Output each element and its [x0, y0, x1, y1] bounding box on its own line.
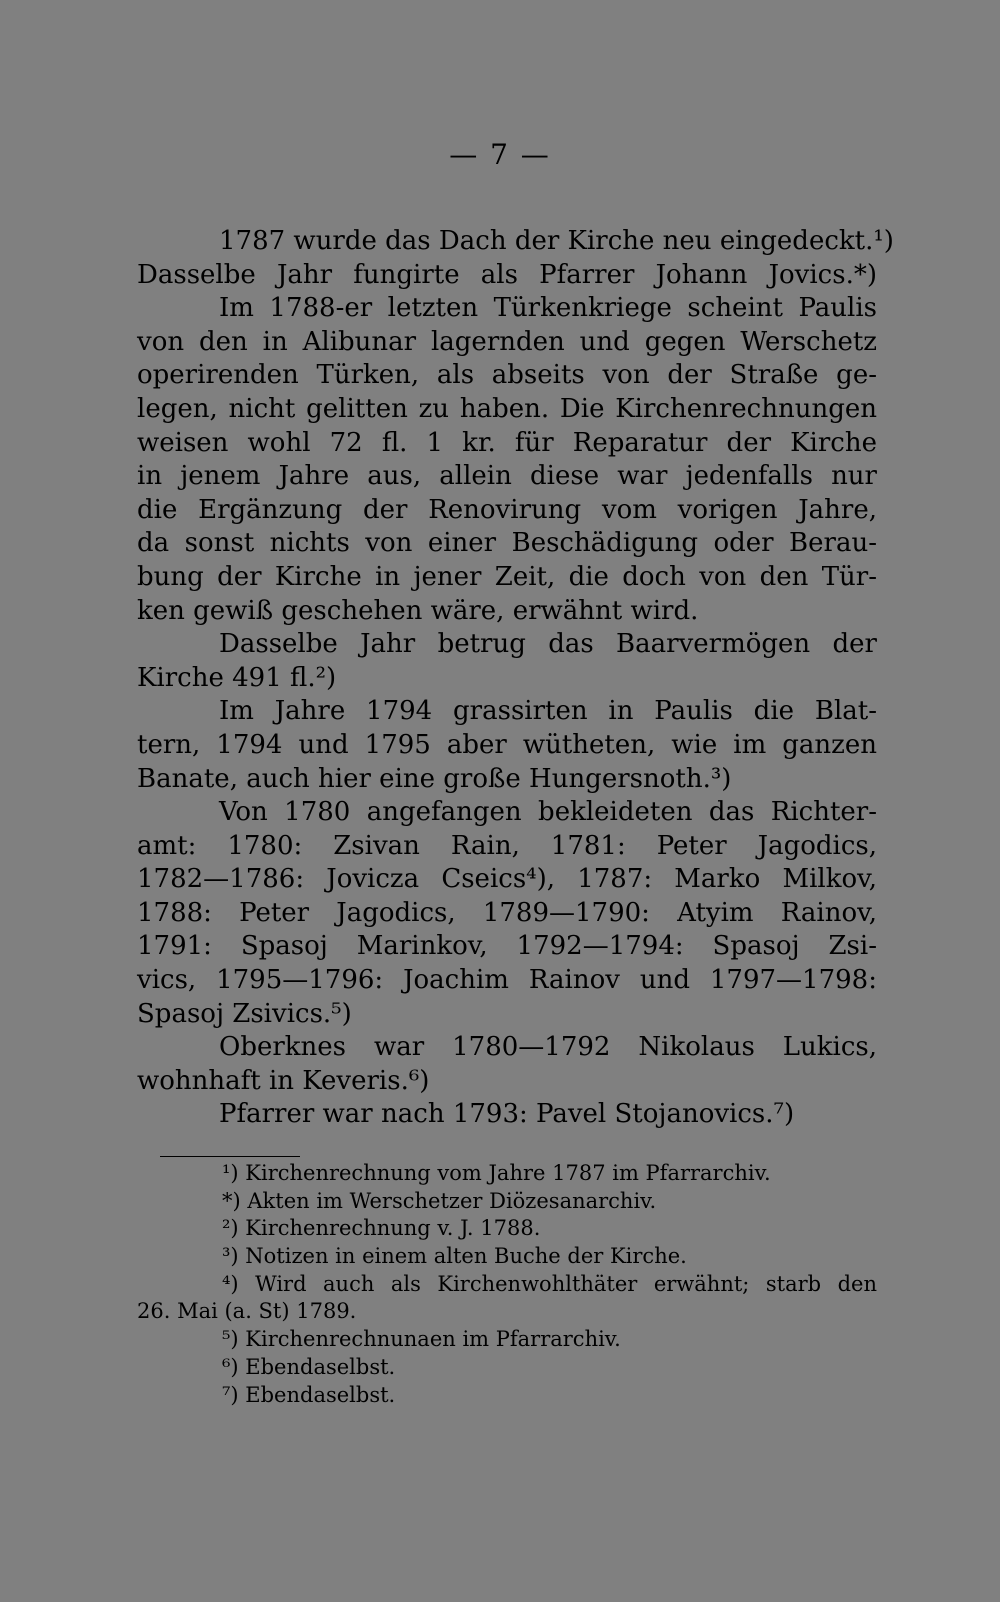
- text-line: Dasselbe Jahr fungirte als Pfarrer Johann Jovics.*): [137, 259, 877, 290]
- text-line: da sonst nichts von einer Beschädigung oder Berau-: [137, 528, 877, 559]
- footnote-rule: [160, 1156, 300, 1157]
- footnote: ²) Kirchenrechnung v. J. 1788.: [222, 1216, 541, 1241]
- text-line: Spasoj Zsivics.⁵): [137, 998, 352, 1029]
- text-line: Pfarrer war nach 1793: Pavel Stojanovics.⁷): [219, 1099, 795, 1130]
- footnote: ⁵) Kirchenrechnunaen im Pfarrarchiv.: [222, 1327, 621, 1352]
- text-line: wohnhaft in Keveris.⁶): [137, 1065, 430, 1096]
- text-line: legen, nicht gelitten zu haben. Die Kirchenrechnungen: [137, 393, 877, 424]
- footnotes: [137, 1160, 877, 1409]
- text-line: 1782—1786: Jovicza Cseics⁴), 1787: Marko Milkov,: [137, 864, 877, 895]
- footnote: ⁷) Ebendaselbst.: [222, 1382, 396, 1407]
- text-line: tern, 1794 und 1795 aber wütheten, wie im ganzen: [137, 729, 877, 760]
- text-line: Im Jahre 1794 grassirten in Paulis die Blat-: [219, 696, 877, 727]
- text-line: 1791: Spasoj Marinkov, 1792—1794: Spasoj Zsi-: [137, 931, 877, 962]
- footnote: ³) Notizen in einem alten Buche der Kirche.: [222, 1244, 687, 1269]
- text-line: ken gewiß geschehen wäre, erwähnt wird.: [137, 595, 699, 626]
- text-line: Banate, auch hier eine große Hungersnoth.³): [137, 763, 732, 794]
- footnote: ⁶) Ebendaselbst.: [222, 1354, 396, 1379]
- footnote: ⁴) Wird auch als Kirchenwohlthäter erwähnt; starb den: [222, 1271, 877, 1296]
- body-text: [137, 225, 894, 1132]
- text-line: Dasselbe Jahr betrug das Baarvermögen der: [219, 629, 877, 660]
- text-line: Kirche 491 fl.²): [137, 662, 337, 693]
- footnote: ¹) Kirchenrechnung vom Jahre 1787 im Pfarrarchiv.: [222, 1161, 771, 1185]
- text-line: Im 1788-er letzten Türkenkriege scheint Paulis: [219, 293, 877, 324]
- text-line: in jenem Jahre aus, allein diese war jedenfalls nur: [137, 461, 877, 492]
- text-line: Von 1780 angefangen bekleideten das Richter-: [219, 797, 877, 828]
- page-number: — 7 —: [449, 138, 551, 171]
- text-line: vics, 1795—1796: Joachim Rainov und 1797—1798:: [137, 965, 877, 996]
- text-line: bung der Kirche in jener Zeit, die doch von den Tür-: [137, 561, 877, 592]
- text-line: von den in Alibunar lagernden und gegen Werschetz: [137, 326, 877, 357]
- text-line: Oberknes war 1780—1792 Nikolaus Lukics,: [219, 1032, 877, 1063]
- text-line: die Ergänzung der Renovirung vom vorigen Jahre,: [137, 494, 877, 525]
- text-line: weisen wohl 72 fl. 1 kr. für Reparatur der Kirche: [137, 427, 877, 458]
- footnote: *) Akten im Werschetzer Diözesanarchiv.: [222, 1188, 657, 1213]
- text-line: operirenden Türken, als abseits von der Straße ge-: [137, 360, 877, 391]
- text-line: 1788: Peter Jagodics, 1789—1790: Atyim Rainov,: [137, 897, 877, 928]
- text-line: amt: 1780: Zsivan Rain, 1781: Peter Jagodics,: [137, 830, 877, 861]
- text-line: 1787 wurde das Dach der Kirche neu eingedeckt.¹): [219, 226, 894, 256]
- footnote: 26. Mai (a. St) 1789.: [137, 1299, 357, 1324]
